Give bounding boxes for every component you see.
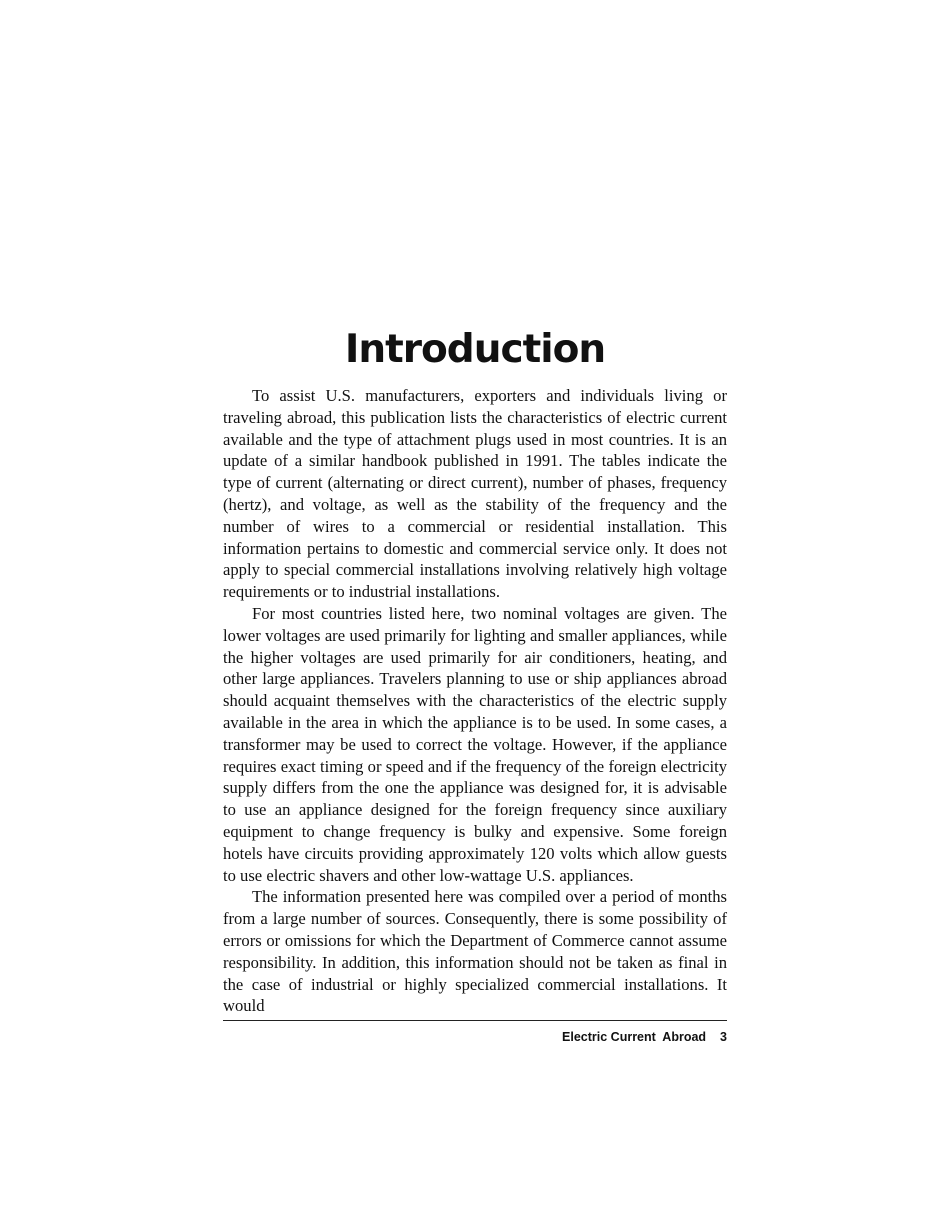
page-footer: [223, 1029, 727, 1045]
paragraph-2: For most countries listed here, two nominal voltages are given. The lower voltages are used primarily for lighting and smaller appliances, while the higher voltages are used primarily for air conditioners, heating, and other large appliances. Travelers planning to use or ship appliances abroad should acquaint themselves with the characteristics of the electric supply available in the area in which the appliance is to be used. In some cases, a transformer may be used to correct the voltage. However, if the appliance requires exact timing or speed and if the frequency of the foreign electricity supply differs from the one the appliance was designed for, it is advisable to use an appliance designed for the foreign frequency since auxiliary equipment to change frequency is bulky and expensive. Some foreign hotels have circuits providing approximately 120 volts which allow guests to use electric shavers and other low-wattage U.S. appliances.: [223, 603, 727, 885]
footer-rule: [223, 1020, 727, 1021]
paragraph-3: The information presented here was compiled over a period of months from a large number of sources. Consequently, there is some possibility of errors or omissions for which the Department of Commerce cannot assume responsibility. In addition, this information should not be taken as final in the case of industrial or highly specialized commercial installations. It would: [223, 887, 727, 1016]
body-text: [223, 385, 727, 1017]
page-number: 3: [720, 1030, 727, 1044]
running-title: Electric Current Abroad: [562, 1030, 707, 1044]
paragraph-1: To assist U.S. manufacturers, exporters and individuals living or traveling abroad, this publication lists the characteristics of electric current available and the type of attachment plugs used in most countries. It is an update of a similar handbook published in 1991. The tables indicate the type of current (alternating or direct current), number of phases, frequency (hertz), and voltage, as well as the stability of the frequency and the number of wires to a commercial or residential installation. This information pertains to domestic and commercial service only. It does not apply to special commercial installations involving relatively high voltage requirements or to industrial installations.: [223, 386, 727, 602]
page-title: Introduction: [344, 327, 606, 372]
